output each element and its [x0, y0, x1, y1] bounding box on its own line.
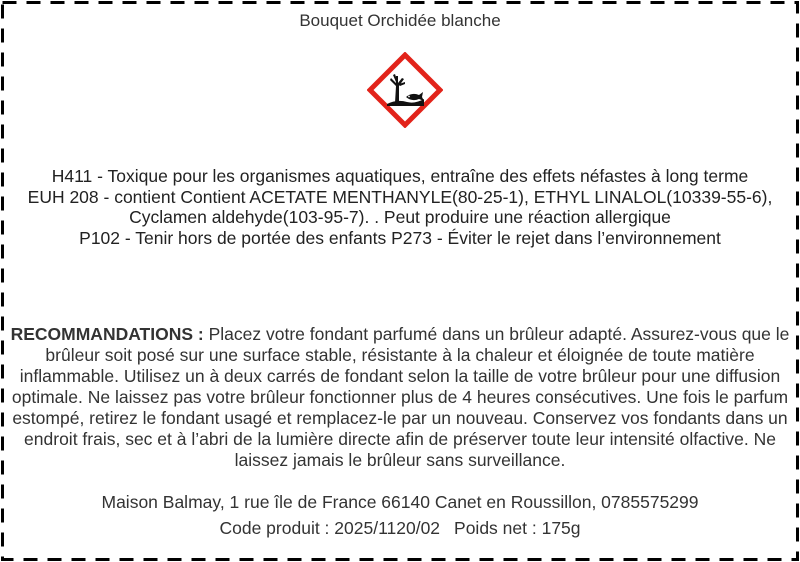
- hazard-statements: [8, 166, 792, 248]
- environment-hazard-icon: [367, 52, 443, 128]
- net-weight: Poids net : 175g: [454, 518, 581, 538]
- product-code: Code produit : 2025/1120/02: [219, 518, 441, 538]
- euh208-statement: EUH 208 - contient Contient ACETATE MENTHANYLE(80-25-1), ETHYL LINALOL(10339-55-6), Cyclamen aldehyde(103-95-7). . Peut produire une réaction allergique: [27, 186, 773, 227]
- product-info: [0, 518, 800, 539]
- recommendations-text: Placez votre fondant parfumé dans un brûleur adapté. Assurez-vous que le brûleur soit posé sur une surface stable, résistante à la chaleur et éloignée de toute matière inflammable. Utilisez un à deux carrés de fondant selon la taille de votre brûleur pour une diffusion optimale. Ne laissez pas votre brûleur fonctionner plus de 4 heures consécutives. Une fois le parfum estompé, retirez le fondant usagé et remplacez-le par un nouveau. Conservez vos fondants dans un endroit frais, sec et à l’abri de la lumière directe afin de préserver toute leur intensité olfactive. Ne laissez jamais le brûleur sans surveillance.: [11, 324, 790, 470]
- precautionary-statements: P102 - Tenir hors de portée des enfants P273 - Éviter le rejet dans l’environnement: [79, 227, 721, 248]
- product-title: Bouquet Orchidée blanche: [299, 11, 501, 30]
- h411-statement: H411 - Toxique pour les organismes aquatiques, entraîne des effets néfastes à long terme: [51, 166, 749, 186]
- recommendations-block: [10, 324, 790, 471]
- recommendations-heading: RECOMMANDATIONS :: [10, 324, 204, 344]
- company-info: Maison Balmay, 1 rue île de France 66140 Canet en Roussillon, 0785575299: [101, 492, 699, 512]
